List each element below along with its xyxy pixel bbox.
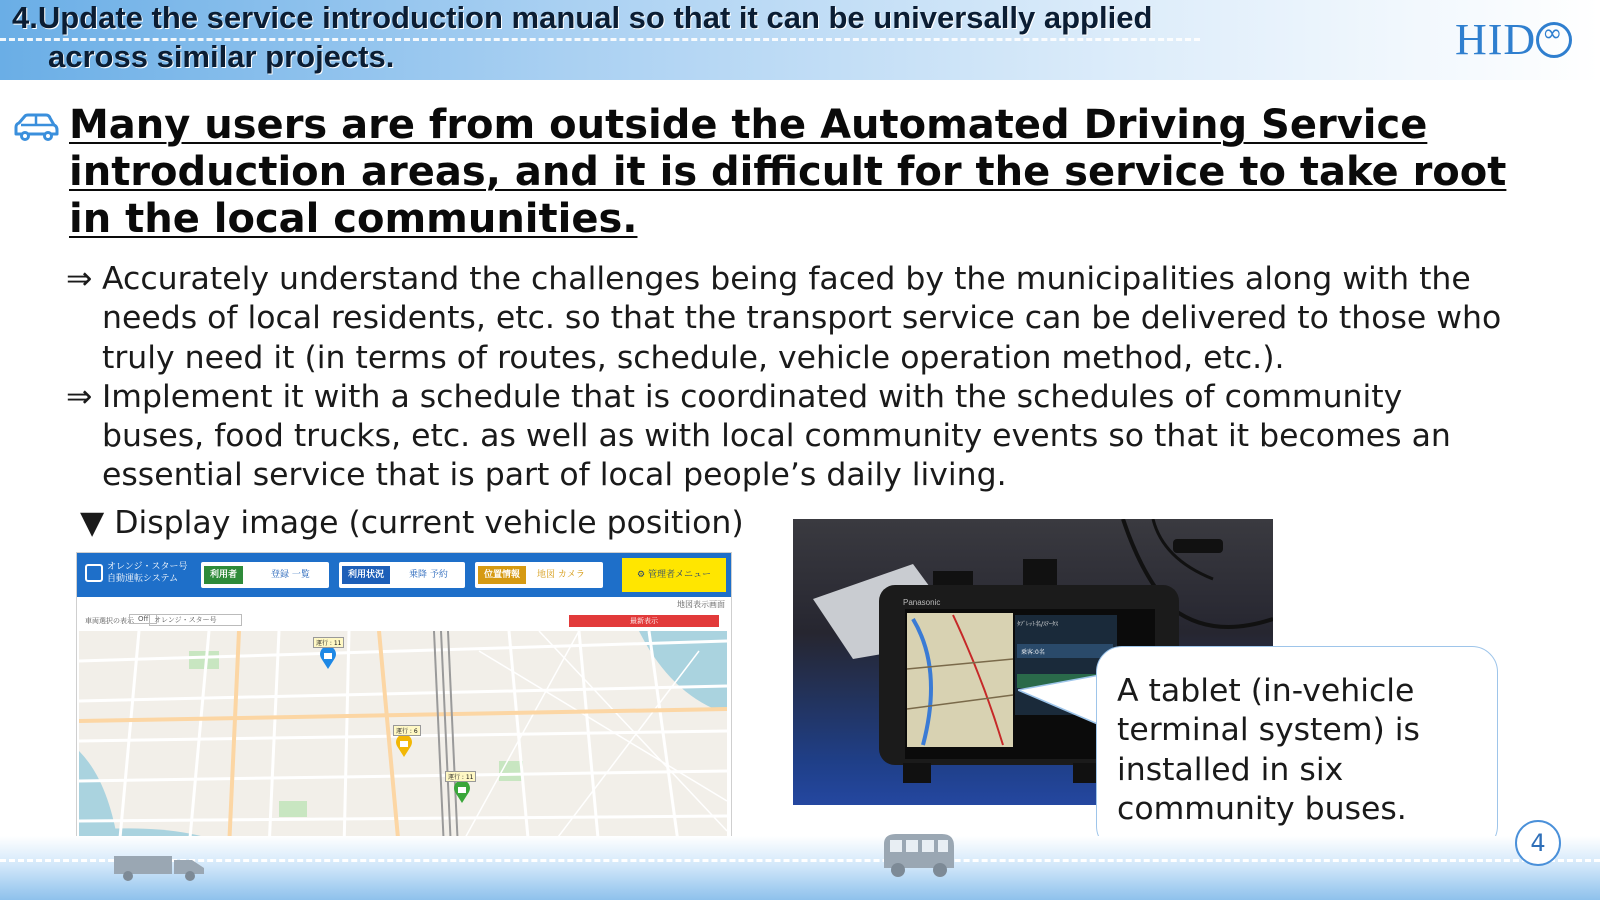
page-title-line2: across similar projects.	[48, 39, 395, 74]
button-links[interactable]: 乗降 予約	[409, 570, 448, 580]
main-heading: Many users are from outside the Automated Driving Service introduction areas, and it is difficult for the service to take root in the local communities.	[69, 102, 1507, 242]
page-number: 4	[1515, 820, 1561, 866]
arrow-icon: ⇒	[66, 261, 93, 297]
display-brand	[85, 561, 188, 585]
display-usage-button[interactable]	[339, 562, 465, 588]
button-links[interactable]: 地図 カメラ	[537, 570, 585, 580]
pin-icon	[453, 782, 471, 804]
bullet-text: Accurately understand the challenges being faced by the municipalities along with the needs of local residents, etc. so that the transport service can be delivered to those who truly need it (in terms of routes, schedule, vehicle operation method, etc.).	[102, 261, 1502, 376]
tablet-brand: Panasonic	[903, 598, 941, 607]
display-topbar	[77, 553, 731, 597]
brand-line2: 自動運転システム	[107, 574, 179, 584]
tablet-screen-text: 乗客:0名	[1021, 649, 1045, 656]
vehicle-marker[interactable]	[313, 637, 344, 674]
control-toggle[interactable]: Off	[129, 614, 157, 624]
truck-icon	[112, 852, 212, 882]
display-user-button[interactable]	[201, 562, 329, 588]
brand-line1: オレンジ・スター号	[107, 562, 188, 572]
vehicle-marker[interactable]	[445, 771, 476, 808]
bus-logo-icon	[85, 564, 103, 582]
logo-text: HID	[1455, 15, 1537, 64]
map-view[interactable]	[79, 631, 727, 849]
page-title-line1: 4.Update the service introduction manual so that it can be universally applied	[12, 0, 1153, 35]
display-screenshot	[76, 552, 732, 854]
car-icon	[12, 112, 60, 144]
pin-icon	[319, 648, 337, 670]
hido-logo	[1455, 14, 1572, 65]
bullet-list	[66, 260, 1506, 496]
marker-label: 運行 : 6	[393, 725, 421, 736]
bullet-item	[66, 260, 1506, 378]
pin-icon	[395, 736, 413, 758]
arrow-icon: ⇒	[66, 378, 93, 415]
footer-band	[0, 836, 1600, 900]
button-tag: 利用状況	[342, 566, 390, 584]
bullet-item	[66, 378, 1506, 496]
button-tag: 利用者	[204, 566, 243, 584]
tablet-screen-text: ﾀﾌﾞﾚｯﾄ名/ｽﾃｰﾀｽ	[1017, 621, 1059, 628]
bubble-tail	[1018, 673, 1100, 729]
control-label: 車両選択の表示	[85, 617, 134, 625]
display-caption: ▼ Display image (current vehicle position)	[80, 505, 744, 541]
vehicle-marker[interactable]	[393, 725, 421, 762]
refresh-button[interactable]: 最新表示	[569, 615, 719, 627]
bullet-text: Implement it with a schedule that is coordinated with the schedules of community buses, food trucks, etc. as well as with local community events so that it becomes an essential service that is part of local people’s daily living.	[102, 378, 1451, 494]
button-links[interactable]: 登録 一覧	[271, 570, 310, 580]
footer-dash-line	[0, 859, 1600, 862]
marker-label: 運行 : 11	[445, 771, 476, 782]
page-title	[12, 0, 1402, 76]
speech-bubble	[1096, 646, 1498, 852]
vehicle-select[interactable]: オレンジ・スター号	[149, 614, 242, 626]
logo-ring-icon	[1536, 22, 1572, 58]
header-banner	[0, 0, 1600, 80]
bus-icon	[878, 828, 958, 880]
bubble-text: A tablet (in-vehicle terminal system) is installed in six community buses.	[1117, 673, 1420, 827]
button-tag: 位置情報	[478, 566, 526, 584]
admin-menu-button[interactable]: ⚙ 管理者メニュー	[622, 558, 726, 592]
display-location-button[interactable]	[475, 562, 603, 588]
display-controls	[77, 613, 731, 629]
marker-label: 運行 : 11	[313, 637, 344, 648]
display-subheader: 地図表示画面	[677, 600, 725, 609]
